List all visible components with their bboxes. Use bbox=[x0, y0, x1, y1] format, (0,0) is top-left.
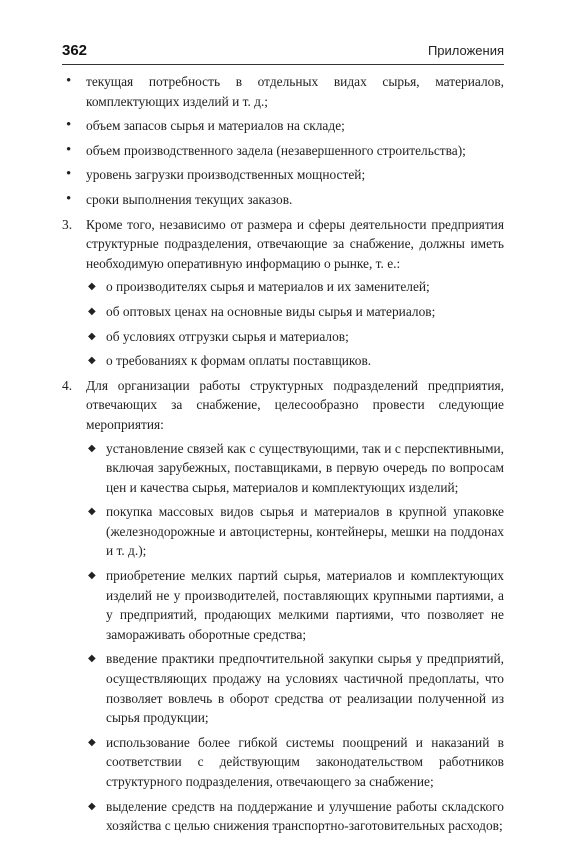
sub-list bbox=[86, 439, 504, 836]
list-item: ◆ об условиях отгрузки сырья и материалов; bbox=[86, 327, 504, 347]
list-item: • уровень загрузки производственных мощностей; bbox=[62, 165, 504, 185]
page-body bbox=[62, 72, 504, 841]
item-text: Для организации работы структурных подразделений предприятия, отвечающих за снабжение, целесообразно провести следующие мероприятия: bbox=[86, 377, 504, 432]
item-text: Кроме того, независимо от размера и сферы деятельности предприятия структурные подразделения, отвечающие за снабжение, должны иметь необходимую оперативную информацию о рынке, т. е.: bbox=[86, 216, 504, 271]
page-header bbox=[62, 38, 504, 65]
item-number: 4. bbox=[62, 377, 73, 393]
list-item: ◆ использование более гибкой системы поощрений и наказаний в соответствии с действующим законодательством работников структурного подразделения, отвечающего за снабжение; bbox=[86, 733, 504, 792]
list-item: ◆ установление связей как с существующими, так и с перспективными, включая зарубежных, поставщиками, в первую очередь по вопросам цен и качества сырья, материалов и комплектующих изделий; bbox=[86, 439, 504, 498]
list-item: • объем производственного задела (незавершенного строительства); bbox=[62, 141, 504, 161]
list-item: ◆ введение практики предпочтительной закупки сырья у предприятий, осуществляющих продажу на условиях частичной предоплаты, что позволяет вовлечь в оборот средства от реализации полученной из сырья продукции; bbox=[86, 649, 504, 727]
running-title: Приложения bbox=[427, 43, 504, 58]
list-item: ◆ о производителях сырья и материалов и их заменителей; bbox=[86, 277, 504, 297]
numbered-item-4 bbox=[62, 376, 504, 836]
list-item: ◆ приобретение мелких партий сырья, материалов и комплектующих изделий не у производителей, поставляющих крупными партиями, а у предприятий, продающих мелкими партиями, что позволяет не замораживать оборотные средства; bbox=[86, 566, 504, 644]
list-item: ◆ об оптовых ценах на основные виды сырья и материалов; bbox=[86, 302, 504, 322]
list-item: • сроки выполнения текущих заказов. bbox=[62, 190, 504, 210]
list-item: • текущая потребность в отдельных видах сырья, материалов, комплектующих изделий и т. д.; bbox=[62, 72, 504, 111]
list-item: ◆ о требованиях к формам оплаты поставщиков. bbox=[86, 351, 504, 371]
list-item: ◆ покупка массовых видов сырья и материалов в крупной упаковке (железнодорожные и автоцистерны, контейнеры, мешки на поддонах и т. д.); bbox=[86, 502, 504, 561]
item-number: 3. bbox=[62, 216, 73, 232]
list-item: • объем запасов сырья и материалов на складе; bbox=[62, 116, 504, 136]
list-item: ◆ выделение средств на поддержание и улучшение работы складского хозяйства с целью снижения транспортно-заготовительных расходов; bbox=[86, 797, 504, 836]
numbered-list bbox=[62, 215, 504, 836]
sub-list bbox=[86, 277, 504, 370]
page-number: 362 bbox=[62, 42, 88, 59]
top-bullet-list bbox=[62, 72, 504, 210]
numbered-item-3 bbox=[62, 215, 504, 371]
